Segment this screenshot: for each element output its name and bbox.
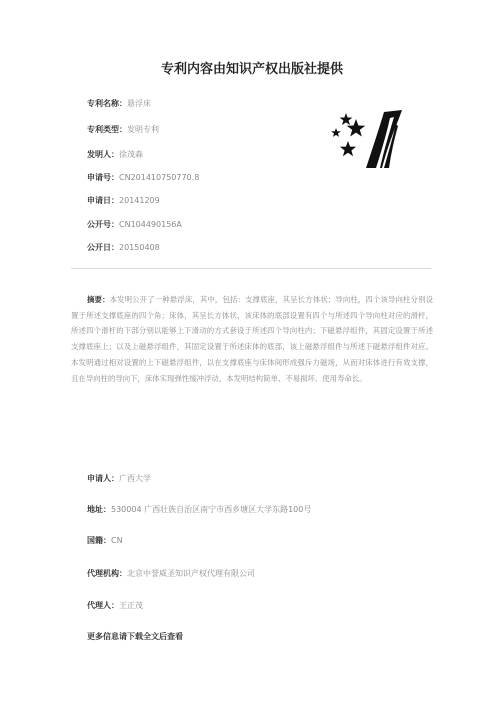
meta-value: 发明专利 xyxy=(127,125,159,134)
info-label: 代理机构 xyxy=(87,569,119,578)
info-value: 广西大学 xyxy=(119,474,151,483)
meta-label: 公开号 xyxy=(87,220,111,229)
meta-label: 发明人 xyxy=(87,150,111,159)
meta-label: 专利名称 xyxy=(87,99,119,108)
meta-value: 徐茂森 xyxy=(119,150,143,159)
info-label: 申请人 xyxy=(87,474,111,483)
meta-publication-number: 公开号：CN104490156A xyxy=(87,220,182,229)
meta-inventor: 发明人：徐茂森 xyxy=(87,150,143,159)
page-title: 专利内容由知识产权出版社提供 xyxy=(160,62,343,77)
meta-value: 悬浮床 xyxy=(127,99,151,108)
abstract-paragraph: 摘要：本发明公开了一种悬浮床，其中，包括：支撑底座，其呈长方体状；导向柱，四个该导向柱分别设置于所述支撑底座的四个角；床体，其呈长方体状，该床体的底部设置有四个与所述四个导向柱对应的滑杆，所述四个滑杆的下部分别以能够上下滑动的方式套设于所述四个导向柱内；下磁悬浮组件，其固定设置于所述支撑底座上；以及上磁悬浮组件，其固定设置于所述床体的底部，该上磁悬浮组件与所述下磁悬浮组件对应。本发明通过相对设置的上下磁悬浮组件，以在支撑底座与床体间形成强斥力磁场，从而对床体进行有效支撑，且在导向柱的导向下，床体实现弹性缓冲浮动，本发明结构简单、不易损坏、使用寿命长。 xyxy=(71,295,433,383)
info-agent: 代理人：王正茂 xyxy=(87,601,143,610)
meta-label: 专利类型 xyxy=(87,125,119,134)
meta-patent-type: 专利类型：发明专利 xyxy=(87,125,159,134)
meta-value: CN201410750770.8 xyxy=(119,173,200,182)
cnipa-stars-logo-icon xyxy=(326,104,422,174)
meta-value: CN104490156A xyxy=(119,220,182,229)
info-nationality: 国籍：CN xyxy=(87,536,123,545)
download-more-notice: 更多信息请下载全文后查看 xyxy=(87,632,183,641)
abstract-text: 本发明公开了一种悬浮床，其中，包括：支撑底座，其呈长方体状；导向柱，四个该导向柱分别设置于所述支撑底座的四个角；床体，其呈长方体状，该床体的底部设置有四个与所述四个导向柱对应的滑杆，所述四个滑杆的下部分别以能够上下滑动的方式套设于所述四个导向柱内；下磁悬浮组件，其固定设置于所述支撑底座上；以及上磁悬浮组件，其固定设置于所述床体的底部，该上磁悬浮组件与所述下磁悬浮组件对应。本发明通过相对设置的上下磁悬浮组件，以在支撑底座与床体间形成强斥力磁场，从而对床体进行有效支撑，且在导向柱的导向下，床体实现弹性缓冲浮动，本发明结构简单、不易损坏、使用寿命长。 xyxy=(71,295,433,383)
info-value: 北京中誉威圣知识产权代理有限公司 xyxy=(127,569,255,578)
info-label: 国籍 xyxy=(87,536,103,545)
meta-label: 申请号 xyxy=(87,173,111,182)
meta-value: 20150408 xyxy=(119,243,160,252)
meta-application-date: 申请日：20141209 xyxy=(87,196,160,205)
info-applicant: 申请人：广西大学 xyxy=(87,474,151,483)
meta-label: 申请日 xyxy=(87,196,111,205)
info-value: 530004 广西壮族自治区南宁市西乡塘区大学东路100号 xyxy=(111,505,312,514)
section-divider xyxy=(71,268,431,269)
meta-patent-name: 专利名称：悬浮床 xyxy=(87,99,151,108)
info-label: 代理人 xyxy=(87,601,111,610)
meta-label: 公开日 xyxy=(87,243,111,252)
info-value: CN xyxy=(111,536,123,545)
info-address: 地址：530004 广西壮族自治区南宁市西乡塘区大学东路100号 xyxy=(87,505,312,514)
info-label: 地址 xyxy=(87,505,103,514)
meta-publication-date: 公开日：20150408 xyxy=(87,243,160,252)
info-value: 王正茂 xyxy=(119,601,143,610)
abstract-label: 摘要 xyxy=(87,295,103,304)
info-agency: 代理机构：北京中誉威圣知识产权代理有限公司 xyxy=(87,569,255,578)
meta-value: 20141209 xyxy=(119,196,160,205)
meta-application-number: 申请号：CN201410750770.8 xyxy=(87,173,200,182)
